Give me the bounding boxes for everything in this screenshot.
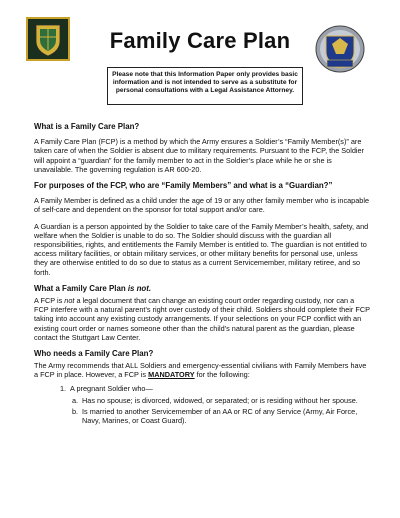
text-mandatory: MANDATORY: [148, 370, 195, 380]
text-emphasis-not: not: [64, 296, 75, 306]
list-marker: a.: [72, 395, 79, 405]
heading-part: What a Family Care Plan: [34, 283, 128, 293]
paragraph-guardian-definition: A Guardian is a person appointed by the Soldier to take care of the Family Member’s health, safety, and welfare when the Soldier is unable to do so. The Soldier should discuss with the guardian all responsibilities, rights, and entitlements the Family Member is entitled to. The guardian is not entitled to access military facilities, or obtain military services, or other military benefits for personal use, unless they are otherwise entitled to do so due to status as a current Servicemember, military retiree, and so forth.: [34, 221, 369, 277]
text-part: a legal document that can change an existing court order regarding custody, nor can a FCP interfere with a natural parent’s right over custody of their child. Soldiers should complete their FCP taking into account any existing custody arrangements. If your selections on your FCP conflict with an existing court order or names someone other than the child’s natural parent as the guardian, please contact the Stuttgart Law Center.: [34, 296, 370, 342]
list-item: [60, 384, 370, 393]
sub-list: [72, 396, 370, 426]
disclaimer-notice: Please note that this Information Paper only provides basic information and is not intended to serve as a substitute for personal consultations with a Legal Assistance Attorney.: [107, 67, 303, 105]
list-text: Has no spouse; is divorced, widowed, or separated; or is residing without her spouse.: [82, 395, 358, 405]
heading-family-members-guardian: For purposes of the FCP, who are “Family Members” and what is a “Guardian?”: [34, 181, 333, 191]
heading-what-fcp-is-not: [34, 284, 370, 293]
paragraph-who-needs-fcp: [34, 361, 370, 379]
list-marker: b.: [72, 407, 79, 417]
text-part: for the following:: [194, 370, 250, 380]
list-item: [72, 407, 370, 425]
heading-emphasis: is not.: [127, 283, 152, 293]
heading-who-needs-fcp: Who needs a Family Care Plan?: [34, 349, 154, 359]
list-text: Is married to another Servicemember of an AA or RC of any Service (Army, Air Force, Navy, Marines, or Coast Guard).: [82, 407, 358, 426]
list-item: [72, 396, 370, 405]
text-part: The Army recommends that ALL Soldiers and emergency-essential civilians with Family Members have a FCP in place. However, a FCP is: [34, 361, 367, 380]
paragraph-what-fcp-is-not: [34, 296, 370, 342]
page-title: Family Care Plan: [109, 28, 291, 53]
paragraph-family-member-definition: A Family Member is defined as a child under the age of 19 or any other family member who is incapable of self-care and dependent on the sponsor for total support and/or care.: [34, 196, 370, 215]
text-part: A FCP is: [34, 296, 65, 306]
list-text: A pregnant Soldier who—: [70, 383, 153, 393]
heading-what-is-fcp: What is a Family Care Plan?: [34, 122, 140, 131]
list-number: 1.: [60, 383, 67, 393]
paragraph-what-is-fcp: A Family Care Plan (FCP) is a method by which the Army ensures a Soldier’s “Family Member(s)” are taken care of when the Soldier is absent due to military requirements. Pursuant to the FCP, the Soldier will appoint a “guardian” for the family member to act in the Soldier’s place while he or she is unavailable. The governing regulation is AR 600-20.: [34, 137, 365, 174]
document-body: [34, 122, 370, 427]
